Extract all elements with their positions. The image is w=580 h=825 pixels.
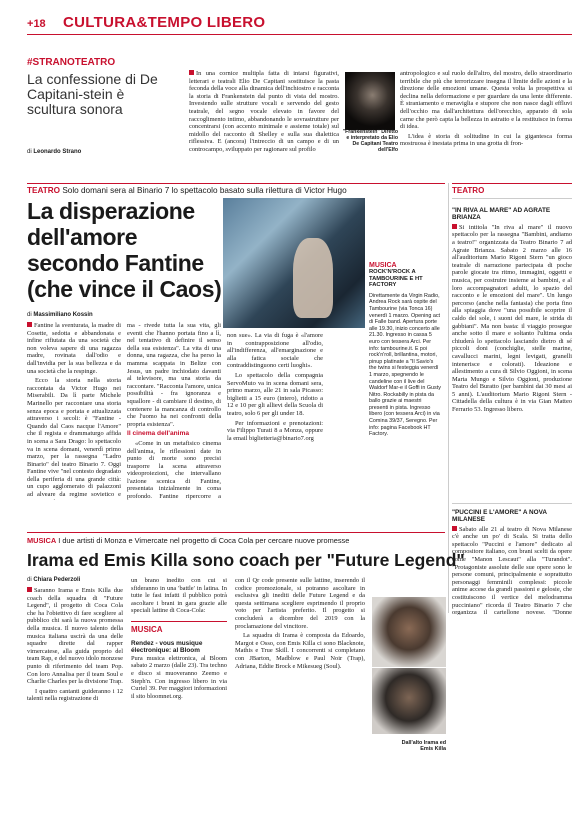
bloom-text: Pura musica elettronica, al Bloom sabato 2 marzo (dalle 23). Tra techno e disco si muoveranno Zeemo e Steph'n. Con ingresso libero in via Curiel 39. Per maggiori informazioni il sito bloomnet.org.: [131, 654, 227, 700]
main-kicker: TEATRO Solo domani sera al Binario 7 lo spettacolo basato sulla rilettura di Victor Hugo: [27, 186, 347, 195]
sidebar-rule: [452, 183, 572, 184]
bottom-col3: con il Qr code presente sulle lattine, inserendo il codice promozionale, si potranno ascoltare in esclusiva gli inediti delle Future Legend e da questa settimana scegliere esprimendo il proprio voto per l'artista preferito. Il progetto si concluderà a dicembre del 2019 con la proclamazione del vincitore. La squadra di Irama è composta da Edoardo, Margot e Osso, con Emis Killa ci sono Blacknote, Mathis e True Skill. I concorrenti si completano con JBarton, Madblow e Paul Noir (Trap), Adriana, Eddie Brock e Mikesueg (Soul).: [235, 577, 365, 670]
lead-square: [27, 587, 32, 592]
lead-square: [27, 322, 32, 327]
bloom-title: Rendez - vous musique électronique: al Bloom: [131, 639, 203, 655]
music-text: Direttamente da Virgin Radio, Andrea Rock sarà ospite del Tambourine (via Tonca 16) venerdì 1 marzo. Opening act di Falle band. Apertura porte alle 19.30, inizio concerto alle 21.30. Ingresso in cassa 5 euro con tessera Arci. Per info: tambourine.it. E poi rock'n'roll, brillantina, motori, pinup platinate a "Il Savio's the twins si festeggia venerdì 1 marzo, spegnendo le candeline con il live del Waldorf Mar-e il Goffi in Gusty Nitro. Rockabilly in pista da ballo grazie ai maestri presenti in pista. Ingresso libero (con tessera Arci) in via Comina 39/37, Seregno. Per info: pagina Facebook HT Factory.: [369, 292, 441, 438]
main-col1: Fantine la sventurata, la madre di Cosette, sedotta e abbandonata e infine rifiutata da una società che non voleva sapere di una ragazza madre, rovinata dall'odio e dall'invidia per la sua bellezza e da una società che la respinge. Ecco la storia nella storia raccontata da Victor Hugo nei Miserabili. Da lì parte Michele Marinello per raccontare una storia senza epoca e portata e attualizzata attraverso i secoli: è "Fantine - Quando dal Caos nacque l'Amore" che il regista e drammaturgo affida in scena a Sara Drago: lo spettacolo va in scena domani, venerdì primo marzo, per la rassegna "Ladro Binario" del teatro Binario 7. Oggi Fantine vive "nel contesto degradato della periferia di una grande città: un cupo agglomerato di palazzoni ad alveare da regime sovietico e: [27, 322, 121, 499]
sidebar-divider-2: [452, 503, 572, 504]
main-title: La disperazione dell'amore secondo Fantine (che vince il Caos): [27, 198, 222, 302]
music-sidebar: [369, 262, 441, 498]
bloom-label: MUSICA: [131, 624, 163, 634]
frankenstein-photo: [345, 72, 395, 130]
fantine-photo: [223, 198, 365, 328]
header-rule: [27, 34, 572, 35]
top-article-title: La confessione di De Capitani-stein è scultura sonora: [27, 71, 158, 117]
box2-text: Sabato alle 21 al teatro di Nova Milanese c'è anche un po' di Scala. Si tratta dello spettacolo "Puccini e l'amore" dedicato al compositore italiano, con brani scelti da opere come "Manon Lescaut" alla "Turandot". "Protagoniste assolute delle sue opere sono le persone comuni, principalmente e soprattutto personaggi femminili complessi: piccole anime accese da grandi passioni e gelosie, che costituiscono il vertice del melodramma pucciniano" ricorda il Teatro Binario 7 che organizza il cartellone novese. "Donne: [452, 525, 572, 615]
bloom-box: [131, 621, 227, 700]
music-title: ROCK'N'ROCK A TAMBOURINE E HT FACTORY: [369, 269, 423, 289]
main-col3: non sue». La via di fuga è «l'amore in contrapposizione all'odio, all'indifferenza, all'emarginazione e alla fatica sociale che contraddistinguono certi luoghi». Lo spettacolo della compagnia ServoMuto va in scena domani sera, primo marzo, alle 21 in sala Picasso: biglietti a 15 euro (intero), ridotto a 12 e 10 per gli allievi della Scuola di teatro, solo 6 per gli under 18. Per informazioni e prenotazioni: via Filippo Turati 8 a Monza, oppure la email biglietteria@binario7.org: [227, 332, 323, 442]
top-article-tag: #STRANOTEATRO: [27, 57, 116, 68]
sidebar-subrule: [452, 198, 572, 199]
top-article-byline: di Leonardo Strano: [27, 149, 82, 155]
bottom-col1: Saranno Irama e Emis Killa due coach della squadra di "Future Legend", il progetto di Coca Cola che ha l'obiettivo di fare scegliere al pubblico chi sarà la nuova promessa della musica. Il nuovo talento della musica italiana uscirà da una delle squadre dirette dal rapper vimercatese, alla guida proprio del team Rap, e del nuovo idolo monzese punto di riferimento del team Pop. Con loro Annalisa per il team Soul e Charlie Charles per la divisione Trap. I quattro cantanti guideranno i 12 talenti nella registrazione di: [27, 587, 123, 703]
top-article-col1: In una cornice multipla fatta di intarsi figurativi, letterari e teatrali Elio De Capitani sostituisce la pasta feconda della voce alla dinamica dell'inchiostro e racconta la storia di Frankenstein dal punto di vista del mostro. Investendo sulle strutture vocali e servendo del gesto teatrale, del segno vocale elevato in favore del raccoglimento intimo, abbandonando le sovrastrutture per concentrarsi (con accento minimale e assieme totale) sul midollo del racconto di Shelley e sulla sua dialettica riflessiva. E (ancora) l'intreccio di un campo e di un controcampo, sviluppato per ragionare sul profilo: [189, 70, 339, 153]
bottom-title: Irama ed Emis Killa sono coach per "Future Legend": [27, 550, 465, 570]
figure-shape: [293, 238, 333, 318]
sidebar-divider: [448, 183, 449, 613]
photo-caption: "Frankenstein" Diretto e interpretato da Elio De Capitani Teatro dell'Elfo: [342, 129, 398, 153]
box2-title: "PUCCINI E L'AMORE" A NOVA MILANESE: [452, 508, 547, 524]
main-rule: [27, 183, 445, 184]
lead-square: [452, 526, 457, 531]
page-number: +18: [27, 18, 46, 30]
top-article-col3: antropologico e sul ruolo dell'altro, del mostro, dello straordinario terribile che più che terrorizzare insegna il limite delle azioni e la direzione delle emozioni umane. Questa volta la prospettiva si declina nella deformazione e per guardare da una lente differente. È straniamento e meraviglia e stupore che non nasce dagli effluvi dell'occhio ma dall'architettura dell'orecchio, apparato di sola carne che però capta la bellezza in astratto e la restituisce in forma di idea. L'idea è storia di solitudine in cui la gigantesca forma mostruosa è inestata prima in una grotta di fron-: [400, 70, 572, 148]
right-sidebar: [452, 183, 572, 615]
bottom-kicker: MUSICA I due artisti di Monza e Vimercate nel progetto di Coca Cola per cercare nuove promesse: [27, 536, 350, 545]
main-byline: di Massimiliano Kossin: [27, 312, 93, 318]
box1-title: "IN RIVA AL MARE" AD AGRATE BRIANZA: [452, 207, 551, 222]
irama-photo: [372, 597, 446, 667]
sidebar-section-label: TEATRO: [452, 186, 485, 195]
section-title: CULTURA&TEMPO LIBERO: [63, 14, 266, 31]
bottom-photo-caption: Dall'alto Irama ed Emis Killa: [401, 740, 446, 753]
page-header: [27, 14, 572, 34]
main-col2: ma - rivede tutta la sua vita, gli eventi che l'hanno portata fino a lì, nel tentativo di definire il senso della sua esistenza". La vita di una donna, una ragazza, che ha perso la mamma scappata in Belize con Jesus, un padre inchiodato davanti al televisore, ma una storia da raccontare. "Racconta l'amore, unica possibilità - fra ignoranza e squallore - di cambiare il destino, di contenere la mancanza di controllo che l'uomo ha nei confronti della propria esistenza". Il cinema dell'anima «Come in un metafisico cinema dell'anima, le riflessioni date in punto di morte sono precisi trasporre la scena attraverso videoproiezioni, che intervallano l'azione scenica di Fantine, presentata inizialmente in coma profondo. Fantine ripercorre a: [127, 322, 221, 500]
music-label: MUSICA: [369, 262, 397, 269]
lead-square: [452, 224, 457, 229]
emis-killa-photo: [372, 668, 446, 734]
bottom-byline: di Chiara Pederzoli: [27, 577, 81, 583]
bottom-rule: [27, 532, 445, 533]
bottom-col2: un brano inedito con cui si sfideranno in una 'battle' in latina. In tutte le fasi infatti il pubblico potrà ascoltare i brani in gara grazie alle speciali lattine di Coca-Cola: MUSICA Rendez - vous musique électronique: al Bloom Pura musica elettronica, al Bloom sabato 2 marzo (dalle 23). Tra techno e disco si muoveranno Zeemo e Steph'n. Con ingresso libero in via Curiel 39. Per maggiori informazioni il sito bloomnet.org.: [131, 577, 227, 700]
box1-text: Si intitola "In riva al mare" il nuovo spettacolo per la rassegna "Bambini, andiamo a teatro!" organizzata da Teatro Binario 7 ad Agrate Brianza. Sabato 2 marzo alle 16 all'auditorium Mario Rigoni Stern "un gioco teatrale di narrazione partecipata di poche parole giocate tra ritmo, immagini, oggetti e musica, per costruire insieme ai bambini, e al loro accompagnatori adulti, lo spazio del racconto e le emozioni del mare". Un lungo percorso (anche nella fantasia) che porta fino alla spiaggia dove "una possibile scoprire il caldo del sole, i suoni del mare, le strida di gabbiani". Ma non basta: il viaggio prosegue anche sotto il mare e soltanto l'ultima onda chiuderà lo spettacolo lasciando dietro di sé piccoli doni (conchiglie, stelle marine, cavallucci marini, legni levigati, granelli intenerisce e colorati). Ideazione e allestimento a cura di Silvio Oggioni, in scena Marta Mungo e Silvio Oggioni, produzione Teatro del Buratto (per bambini dai 30 mesi ai 5 anni). L'auditorium Mario Rigoni Stern - Cittadella della cultura è in via Gian Matteo Ferrario 53. Ingresso libero.: [452, 223, 572, 414]
right-sidebar-lower: [452, 616, 572, 822]
lead-square: [189, 70, 194, 75]
